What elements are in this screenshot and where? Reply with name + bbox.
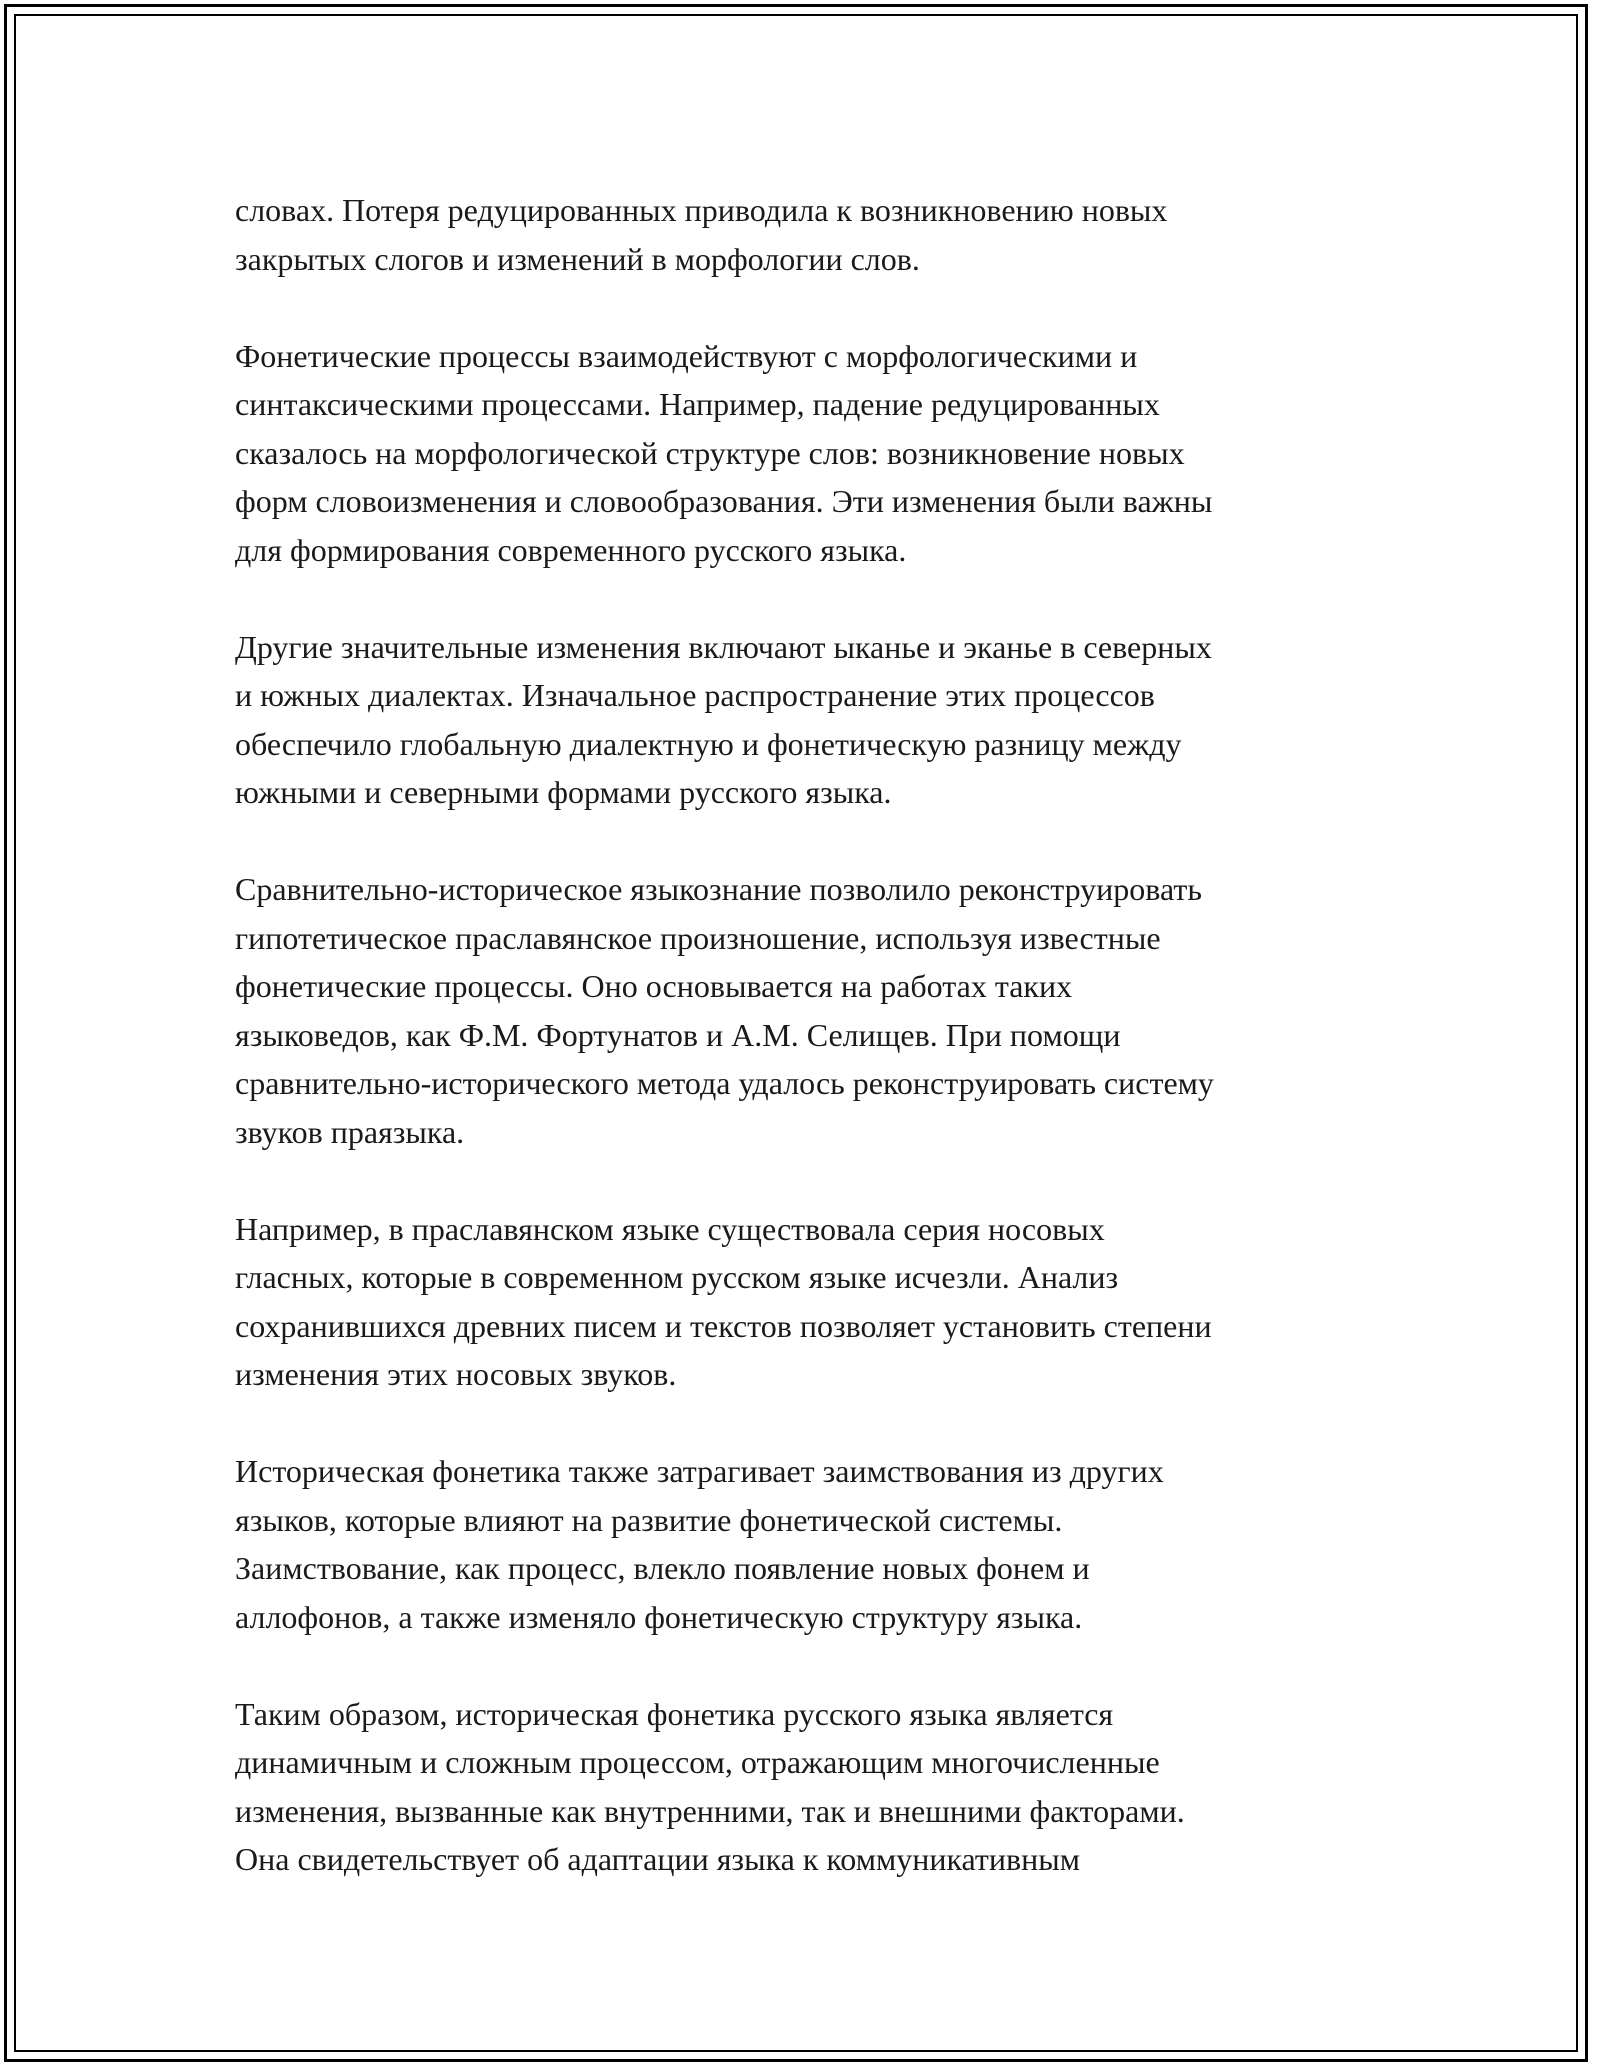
- text-line: закрытых слогов и изменений в морфологии слов.: [235, 240, 920, 277]
- paragraph-2: [235, 332, 1375, 575]
- text-line: изменения, вызванные как внутренними, так и внешними факторами.: [235, 1792, 1185, 1829]
- text-line: и южных диалектах. Изначальное распространение этих процессов: [235, 677, 1155, 713]
- text-line: динамичным и сложным процессом, отражающим многочисленные: [235, 1744, 1160, 1780]
- paragraph-1: [235, 186, 1375, 283]
- text-line: языковедов, как Ф.М. Фортунатов и А.М. Селищев. При помощи: [235, 1016, 1121, 1053]
- text-line: Историческая фонетика также затрагивает заимствования из других: [235, 1453, 1164, 1489]
- text-line: гласных, которые в современном русском языке исчезли. Анализ: [235, 1259, 1119, 1295]
- text-line: синтаксическими процессами. Например, падение редуцированных: [235, 386, 1160, 422]
- paragraph-3: [235, 623, 1375, 817]
- text-line: языков, которые влияют на развитие фонетической системы.: [235, 1501, 1063, 1538]
- paragraph-7: [235, 1690, 1375, 1884]
- text-line: Она свидетельствует об адаптации языка к коммуникативным: [235, 1841, 1080, 1877]
- text-line: Фонетические процессы взаимодействуют с морфологическими и: [235, 337, 1138, 374]
- text-line: для формирования современного русского языка.: [235, 531, 907, 568]
- text-line: Например, в праславянском языке существовала серия носовых: [235, 1210, 1105, 1247]
- text-line: южными и северными формами русского языка.: [235, 774, 892, 810]
- text-line: словах. Потеря редуцированных приводила к возникновению новых: [235, 192, 1168, 228]
- text-line: сравнительно-исторического метода удалось реконструировать систему: [235, 1065, 1214, 1101]
- document-body: [235, 186, 1375, 1932]
- paragraph-5: [235, 1205, 1375, 1399]
- text-line: Заимствование, как процесс, влекло появление новых фонем и: [235, 1550, 1090, 1586]
- text-line: сохранившихся древних писем и текстов позволяет установить степени: [235, 1307, 1212, 1344]
- text-line: изменения этих носовых звуков.: [235, 1356, 677, 1392]
- text-line: Таким образом, историческая фонетика русского языка является: [235, 1695, 1114, 1732]
- text-line: Другие значительные изменения включают ыканье и эканье в северных: [235, 628, 1212, 665]
- paragraph-6: [235, 1447, 1375, 1641]
- paragraph-4: [235, 865, 1375, 1156]
- text-line: форм словоизменения и словообразования. Эти изменения были важны: [235, 483, 1213, 519]
- text-line: гипотетическое праславянское произношение, используя известные: [235, 919, 1161, 956]
- text-line: Сравнительно-историческое языкознание позволило реконструировать: [235, 871, 1202, 907]
- text-line: звуков праязыка.: [235, 1113, 465, 1150]
- text-line: аллофонов, а также изменяло фонетическую структуру языка.: [235, 1598, 1083, 1635]
- text-line: сказалось на морфологической структуре слов: возникновение новых: [235, 434, 1185, 471]
- text-line: обеспечило глобальную диалектную и фонетическую разницу между: [235, 725, 1182, 762]
- text-line: фонетические процессы. Оно основывается на работах таких: [235, 968, 1073, 1004]
